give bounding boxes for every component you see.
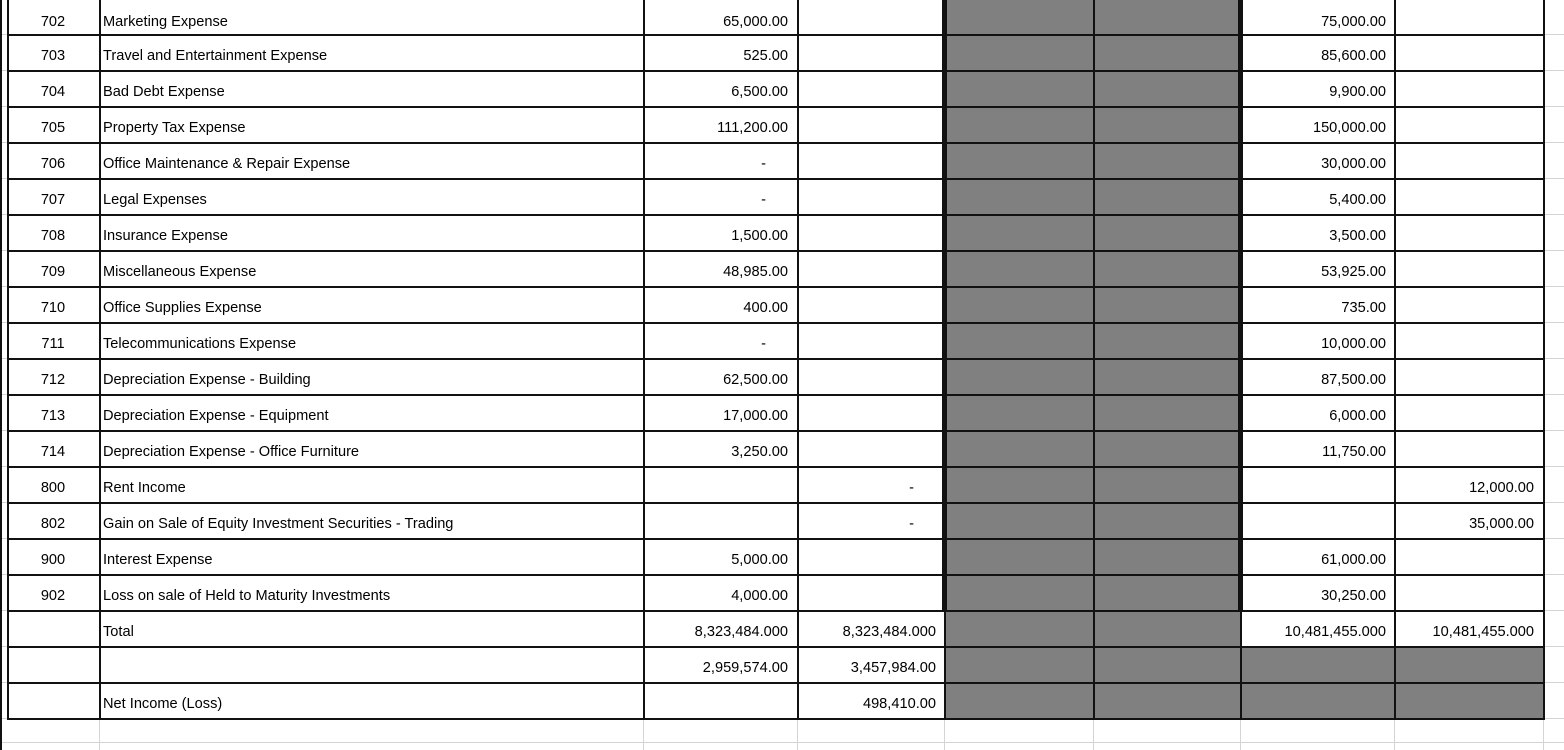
trial-balance-credit	[797, 211, 936, 247]
income-statement-credit	[1394, 679, 1534, 715]
account-number: 713	[40, 408, 66, 424]
shaded-cell	[1094, 0, 1240, 34]
income-statement-debit: 53,925.00	[1321, 264, 1386, 280]
account-number: 800	[40, 480, 66, 496]
shaded-cell	[1094, 538, 1240, 574]
income-statement-debit: 75,000.00	[1321, 14, 1386, 30]
account-number: 900	[40, 552, 66, 568]
income-statement-credit: 10,481,455.000	[1432, 624, 1534, 640]
gridline-v	[1394, 718, 1395, 750]
trial-balance-credit	[797, 427, 936, 463]
account-number: 707	[40, 192, 66, 208]
account-number: 703	[40, 48, 66, 64]
trial-balance-debit: 525.00	[743, 48, 788, 64]
trial-balance-debit: 2,959,574.00	[702, 660, 788, 676]
account-name: Depreciation Expense - Building	[103, 372, 311, 388]
income-statement-debit: 6,000.00	[1329, 408, 1386, 424]
trial-balance-debit: 65,000.00	[723, 14, 788, 30]
shaded-cell	[945, 538, 1093, 574]
account-number	[7, 607, 99, 643]
shaded-cell	[1094, 430, 1240, 466]
income-statement-credit	[1394, 427, 1534, 463]
trial-balance-debit: 17,000.00	[723, 408, 788, 424]
account-name: Depreciation Expense - Equipment	[103, 408, 329, 424]
trial-balance-debit: 111,200.00	[717, 120, 788, 136]
account-number: 711	[41, 336, 65, 352]
shaded-cell	[945, 70, 1093, 106]
sheet-edge	[0, 0, 2, 750]
account-number: 708	[40, 228, 66, 244]
shaded-cell	[945, 178, 1093, 214]
income-statement-credit	[1394, 571, 1534, 607]
shaded-cell	[1094, 106, 1240, 142]
account-name: Office Maintenance & Repair Expense	[103, 156, 351, 172]
trial-balance-credit	[797, 535, 936, 571]
shaded-cell	[1094, 502, 1240, 538]
account-number: 712	[40, 372, 66, 388]
shaded-cell	[1094, 70, 1240, 106]
shaded-cell	[1094, 610, 1240, 646]
income-statement-credit	[1394, 643, 1534, 679]
account-number: 702	[40, 14, 66, 30]
account-name: Gain on Sale of Equity Investment Securities - Trading	[103, 516, 454, 532]
column-border	[1093, 0, 1095, 720]
trial-balance-credit: -	[909, 516, 914, 532]
trial-balance-credit	[797, 283, 936, 319]
shaded-cell	[1094, 646, 1240, 682]
income-statement-credit	[1394, 391, 1534, 427]
trial-balance-debit: -	[761, 192, 766, 208]
trial-balance-credit: 498,410.00	[862, 696, 936, 712]
trial-balance-debit	[643, 679, 788, 715]
trial-balance-debit: 400.00	[743, 300, 788, 316]
trial-balance-credit	[797, 571, 936, 607]
gridline-v	[1093, 718, 1094, 750]
shaded-cell	[945, 682, 1093, 718]
gridline-v	[1240, 718, 1241, 750]
account-name: Telecommunications Expense	[103, 336, 297, 352]
gridline-h	[0, 742, 1564, 743]
income-statement-debit: 30,000.00	[1321, 156, 1386, 172]
account-name: Travel and Entertainment Expense	[103, 48, 328, 64]
gridline-v	[643, 718, 644, 750]
trial-balance-debit	[643, 463, 788, 499]
trial-balance-debit: 1,500.00	[731, 228, 788, 244]
trial-balance-credit	[797, 67, 936, 103]
trial-balance-credit	[797, 175, 936, 211]
shaded-cell	[945, 358, 1093, 394]
shaded-cell	[1094, 250, 1240, 286]
account-name: Miscellaneous Expense	[103, 264, 257, 280]
shaded-cell	[1094, 682, 1240, 718]
account-number: 710	[40, 300, 66, 316]
income-statement-debit: 150,000.00	[1312, 120, 1386, 136]
account-name: Depreciation Expense - Office Furniture	[103, 444, 360, 460]
income-statement-credit: 35,000.00	[1469, 516, 1534, 532]
account-number	[7, 643, 99, 679]
income-statement-credit	[1394, 103, 1534, 139]
gridline-v	[1543, 718, 1544, 750]
income-statement-debit: 10,000.00	[1321, 336, 1386, 352]
shaded-cell	[1094, 322, 1240, 358]
row-border	[7, 718, 1543, 720]
gridline-v	[99, 718, 100, 750]
income-statement-debit: 11,750.00	[1322, 444, 1386, 460]
shaded-cell	[1094, 466, 1240, 502]
shaded-cell	[945, 142, 1093, 178]
trial-balance-credit	[797, 103, 936, 139]
income-statement-credit	[1394, 355, 1534, 391]
income-statement-debit: 87,500.00	[1321, 372, 1386, 388]
income-statement-debit	[1240, 463, 1386, 499]
trial-balance-credit	[797, 31, 936, 67]
income-statement-debit	[1240, 679, 1386, 715]
trial-balance-debit: -	[761, 336, 766, 352]
trial-balance-debit: 3,250.00	[731, 444, 788, 460]
account-name: Loss on sale of Held to Maturity Investments	[103, 588, 391, 604]
trial-balance-debit: 4,000.00	[731, 588, 788, 604]
shaded-cell	[945, 322, 1093, 358]
income-statement-credit	[1394, 31, 1534, 67]
account-name: Total	[103, 624, 134, 640]
account-number: 706	[40, 156, 66, 172]
shaded-cell	[945, 106, 1093, 142]
shaded-cell	[945, 250, 1093, 286]
account-number: 704	[40, 84, 66, 100]
gridline-v	[797, 718, 798, 750]
shaded-cell	[1094, 34, 1240, 70]
shaded-cell	[945, 0, 1093, 34]
income-statement-debit	[1240, 499, 1386, 535]
income-statement-debit: 5,400.00	[1329, 192, 1386, 208]
trial-balance-credit	[797, 319, 936, 355]
account-name: Insurance Expense	[103, 228, 228, 244]
column-border	[99, 0, 101, 720]
income-statement-credit	[1394, 319, 1534, 355]
income-statement-debit: 9,900.00	[1329, 84, 1386, 100]
shaded-cell	[945, 466, 1093, 502]
income-statement-debit: 61,000.00	[1321, 552, 1386, 568]
income-statement-credit	[1394, 67, 1534, 103]
trial-balance-credit	[797, 247, 936, 283]
account-name: Office Supplies Expense	[103, 300, 262, 316]
shaded-cell	[945, 646, 1093, 682]
trial-balance-credit	[797, 355, 936, 391]
shaded-cell	[945, 214, 1093, 250]
shaded-cell	[945, 610, 1093, 646]
trial-balance-credit: 3,457,984.00	[850, 660, 936, 676]
income-statement-debit: 3,500.00	[1329, 228, 1386, 244]
trial-balance-credit	[797, 391, 936, 427]
trial-balance-credit: -	[909, 480, 914, 496]
account-name: Rent Income	[103, 480, 186, 496]
trial-balance-debit: 62,500.00	[723, 372, 788, 388]
gridline-v	[944, 718, 945, 750]
account-number: 902	[40, 588, 66, 604]
account-number: 714	[40, 444, 66, 460]
trial-balance-credit: 8,323,484.000	[842, 624, 936, 640]
account-number: 709	[40, 264, 66, 280]
shaded-cell	[1094, 358, 1240, 394]
account-name: Bad Debt Expense	[103, 84, 225, 100]
trial-balance-debit: 8,323,484.000	[694, 624, 788, 640]
trial-balance-debit	[643, 499, 788, 535]
account-name: Property Tax Expense	[103, 120, 246, 136]
shaded-cell	[1094, 574, 1240, 610]
income-statement-debit: 735.00	[1341, 300, 1386, 316]
shaded-cell	[1094, 214, 1240, 250]
trial-balance-debit: -	[761, 156, 766, 172]
account-number: 802	[40, 516, 66, 532]
trial-balance-debit: 6,500.00	[731, 84, 788, 100]
trial-balance-credit	[797, 0, 936, 33]
income-statement-credit: 12,000.00	[1469, 480, 1534, 496]
shaded-cell	[945, 34, 1093, 70]
income-statement-credit	[1394, 283, 1534, 319]
trial-balance-debit: 5,000.00	[731, 552, 788, 568]
shaded-cell	[1094, 286, 1240, 322]
thick-border	[942, 0, 947, 612]
income-statement-debit	[1240, 643, 1386, 679]
account-number	[7, 679, 99, 715]
shaded-cell	[945, 502, 1093, 538]
trial-balance-credit	[797, 139, 936, 175]
trial-balance-debit: 48,985.00	[723, 264, 788, 280]
shaded-cell	[1094, 142, 1240, 178]
account-name: Interest Expense	[103, 552, 213, 568]
income-statement-debit: 10,481,455.000	[1284, 624, 1386, 640]
account-name: Marketing Expense	[103, 14, 228, 30]
income-statement-credit	[1394, 211, 1534, 247]
shaded-cell	[945, 286, 1093, 322]
account-number: 705	[40, 120, 66, 136]
shaded-cell	[945, 430, 1093, 466]
income-statement-credit	[1394, 247, 1534, 283]
income-statement-credit	[1394, 139, 1534, 175]
shaded-cell	[945, 394, 1093, 430]
shaded-cell	[945, 574, 1093, 610]
account-name: Net Income (Loss)	[103, 696, 223, 712]
column-border	[1543, 0, 1545, 720]
income-statement-debit: 30,250.00	[1321, 588, 1386, 604]
shaded-cell	[1094, 178, 1240, 214]
account-name: Legal Expenses	[103, 192, 207, 208]
income-statement-credit	[1394, 175, 1534, 211]
income-statement-credit	[1394, 0, 1534, 33]
income-statement-credit	[1394, 535, 1534, 571]
income-statement-debit: 85,600.00	[1321, 48, 1386, 64]
shaded-cell	[1094, 394, 1240, 430]
